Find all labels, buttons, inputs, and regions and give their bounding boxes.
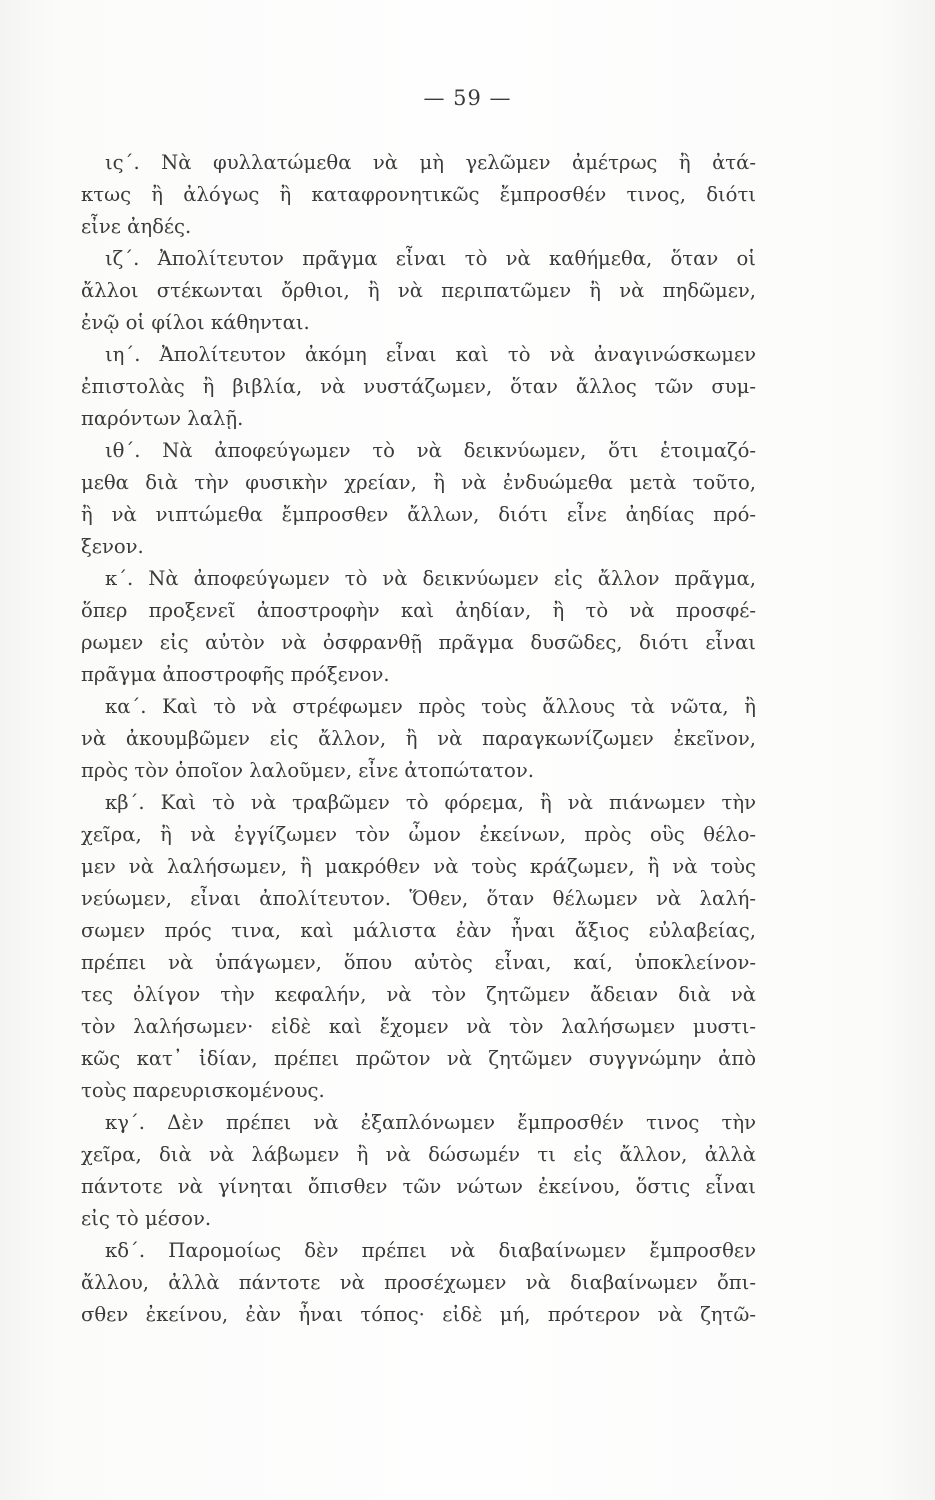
text-line: ἢ νὰ νιπτώμεθα ἔμπροσθεν ἄλλων, διότι εἶνε ἀηδίας πρό- — [81, 503, 756, 526]
page-number: — 59 — — [423, 86, 512, 110]
text-line: χεῖρα, διὰ νὰ λάβωμεν ἢ νὰ δώσωμέν τι εἰς ἄλλον, ἀλλὰ — [81, 1143, 756, 1166]
text-line: κτως ἢ ἀλόγως ἢ καταφρονητικῶς ἔμπροσθέν τινος, διότι — [81, 183, 756, 206]
text-line: σωμεν πρός τινα, καὶ μάλιστα ἐὰν ἦναι ἄξιος εὐλαβείας, — [81, 919, 756, 942]
text-line: ιζ΄. Ἀπολίτευτον πρᾶγμα εἶναι τὸ νὰ καθήμεθα, ὅταν οἱ — [105, 247, 756, 270]
text-line: ξενον. — [81, 535, 144, 558]
text-line: πάντοτε νὰ γίνηται ὄπισθεν τῶν νώτων ἐκείνου, ὅστις εἶναι — [81, 1175, 756, 1198]
text-line: πρὸς τὸν ὁποῖον λαλοῦμεν, εἶνε ἀτοπώτατον. — [81, 759, 534, 782]
text-line: νὰ ἀκουμβῶμεν εἰς ἄλλον, ἢ νὰ παραγκωνίζωμεν ἐκεῖνον, — [81, 727, 756, 750]
text-line: ἄλλου, ἀλλὰ πάντοτε νὰ προσέχωμεν νὰ διαβαίνωμεν ὄπι- — [81, 1271, 756, 1294]
text-line: νεύωμεν, εἶναι ἀπολίτευτον. Ὅθεν, ὅταν θέλωμεν νὰ λαλή- — [81, 887, 756, 910]
text-line: σθεν ἐκείνου, ἐὰν ἦναι τόπος· εἰδὲ μή, πρότερον νὰ ζητῶ- — [81, 1303, 756, 1326]
text-line: ις΄. Νὰ φυλλατώμεθα νὰ μὴ γελῶμεν ἀμέτρως ἢ ἀτά- — [105, 151, 756, 174]
body-text — [81, 147, 756, 1331]
text-line: τες ὀλίγον τὴν κεφαλήν, νὰ τὸν ζητῶμεν ἄδειαν διὰ νὰ — [81, 983, 756, 1006]
text-line: μεθα διὰ τὴν φυσικὴν χρείαν, ἢ νὰ ἐνδυώμεθα μετὰ τοῦτο, — [81, 471, 756, 494]
text-line: εἶνε ἀηδές. — [81, 215, 192, 238]
text-line: κβ΄. Καὶ τὸ νὰ τραβῶμεν τὸ φόρεμα, ἢ νὰ πιάνωμεν τὴν — [105, 791, 756, 814]
text-line: ιη΄. Ἀπολίτευτον ἀκόμη εἶναι καὶ τὸ νὰ ἀναγινώσκωμεν — [105, 343, 756, 366]
text-line: εἰς τὸ μέσον. — [81, 1207, 212, 1230]
text-line: μεν νὰ λαλήσωμεν, ἢ μακρόθεν νὰ τοὺς κράζωμεν, ἢ νὰ τοὺς — [81, 855, 756, 878]
text-line: χεῖρα, ἢ νὰ ἐγγίζωμεν τὸν ὦμον ἐκείνων, πρὸς οὓς θέλο- — [81, 823, 756, 846]
text-line: παρόντων λαλῇ. — [81, 407, 244, 430]
text-line: τοὺς παρευρισκομένους. — [81, 1079, 325, 1102]
text-line: τὸν λαλήσωμεν· εἰδὲ καὶ ἔχομεν νὰ τὸν λαλήσωμεν μυστι- — [81, 1015, 756, 1038]
text-line: κγ΄. Δὲν πρέπει νὰ ἐξαπλόνωμεν ἔμπροσθέν τινος τὴν — [105, 1111, 756, 1134]
text-line: ἐνῷ οἱ φίλοι κάθηνται. — [81, 311, 310, 334]
text-line: ἄλλοι στέκωνται ὄρθιοι, ἢ νὰ περιπατῶμεν ἢ νὰ πηδῶμεν, — [81, 279, 756, 302]
text-line: κα΄. Καὶ τὸ νὰ στρέφωμεν πρὸς τοὺς ἄλλους τὰ νῶτα, ἢ — [105, 695, 756, 718]
text-line: ἐπιστολὰς ἢ βιβλία, νὰ νυστάζωμεν, ὅταν ἄλλος τῶν συμ- — [81, 375, 756, 398]
text-line: πρᾶγμα ἀποστροφῆς πρόξενον. — [81, 663, 390, 686]
text-line: κ΄. Νὰ ἀποφεύγωμεν τὸ νὰ δεικνύωμεν εἰς ἄλλον πρᾶγμα, — [105, 567, 756, 590]
text-line: πρέπει νὰ ὑπάγωμεν, ὅπου αὐτὸς εἶναι, καί, ὑποκλείνον- — [81, 951, 756, 974]
text-line: ρωμεν εἰς αὐτὸν νὰ ὀσφρανθῇ πρᾶγμα δυσῶδες, διότι εἶναι — [81, 631, 756, 654]
text-line: κῶς κατ᾽ ἰδίαν, πρέπει πρῶτον νὰ ζητῶμεν συγγνώμην ἀπὸ — [81, 1047, 756, 1070]
text-line: ὅπερ προξενεῖ ἀποστροφὴν καὶ ἀηδίαν, ἢ τὸ νὰ προσφέ- — [81, 599, 756, 622]
text-line: ιθ΄. Νὰ ἀποφεύγωμεν τὸ νὰ δεικνύωμεν, ὅτι ἑτοιμαζό- — [105, 439, 756, 462]
text-line: κδ΄. Παρομοίως δὲν πρέπει νὰ διαβαίνωμεν ἔμπροσθεν — [105, 1239, 756, 1262]
